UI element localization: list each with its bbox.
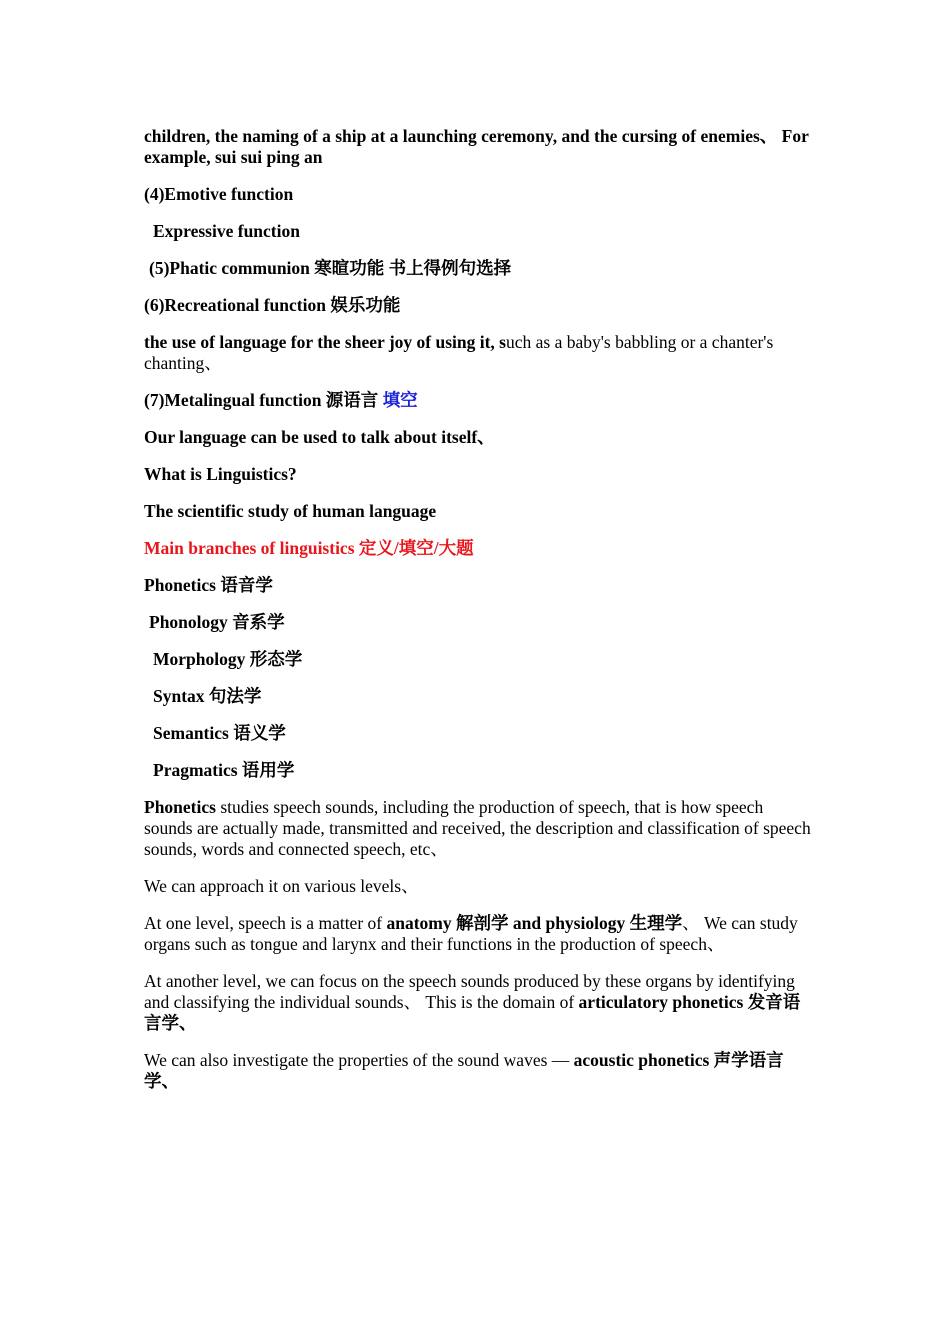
emotive-heading: (4)Emotive function <box>144 184 294 204</box>
metalingual-heading <box>144 390 812 411</box>
recreational-desc-rest: uch as a baby's babbling or a chanter's chanting、 <box>144 332 774 373</box>
linguistics-definition: The scientific study of human language <box>144 501 437 521</box>
branch-pragmatics: Pragmatics 语用学 <box>153 760 295 780</box>
branch-syntax: Syntax 句法学 <box>153 686 262 706</box>
branches-title: Main branches of linguistics 定义/填空/大题 <box>144 538 474 558</box>
recreational-heading: (6)Recreational function 娱乐功能 <box>144 295 401 315</box>
document-page <box>144 126 812 1108</box>
branch-semantics: Semantics 语义学 <box>153 723 286 743</box>
level-one-terms: anatomy 解剖学 and physiology 生理学 <box>386 913 683 933</box>
branch-morphology: Morphology 形态学 <box>153 649 303 669</box>
phatic-heading: (5)Phatic communion 寒暄功能 书上得例句选择 <box>149 258 512 278</box>
intro-paragraph: children, the naming of a ship at a launching ceremony, and the cursing of enemies、 For example, sui sui ping an <box>144 126 809 167</box>
recreational-description <box>144 332 812 374</box>
level-three-term: acoustic phonetics 声学语言学、 <box>144 1050 784 1091</box>
phonetics-definition-text: studies speech sounds, including the production of speech, that is how speech sounds are actually made, transmitted and received, the description and classification of speech sounds, words and connected speech, etc、 <box>144 797 811 859</box>
level-two-paragraph <box>144 971 812 1034</box>
level-three-paragraph <box>144 1050 812 1092</box>
level-one-text-a: At one level, speech is a matter of <box>144 913 387 933</box>
metalingual-description: Our language can be used to talk about itself、 <box>144 427 495 447</box>
level-one-text-c: 、 We can study organs such as tongue and larynx and their functions in the production of speech、 <box>144 913 798 954</box>
level-two-text-a: At another level, we can focus on the speech sounds produced by these organs by identifying and classifying the individual sounds、 This is the domain of <box>144 971 795 1012</box>
branch-phonetics: Phonetics 语音学 <box>144 575 273 595</box>
phonetics-term: Phonetics <box>144 797 216 817</box>
phonetics-definition <box>144 797 812 860</box>
levels-paragraph: We can approach it on various levels、 <box>144 876 419 896</box>
expressive-heading: Expressive function <box>153 221 300 241</box>
metalingual-note: 填空 <box>382 390 418 410</box>
what-is-linguistics-heading: What is Linguistics? <box>144 464 297 484</box>
level-one-paragraph <box>144 913 812 955</box>
level-three-text-a: We can also investigate the properties of the sound waves — <box>144 1050 574 1070</box>
branch-phonology: Phonology 音系学 <box>149 612 285 632</box>
level-two-term: articulatory phonetics 发音语言学、 <box>144 992 801 1033</box>
metalingual-label: (7)Metalingual function 源语言 <box>144 390 383 410</box>
recreational-desc-bold: the use of language for the sheer joy of using it, s <box>144 332 506 352</box>
